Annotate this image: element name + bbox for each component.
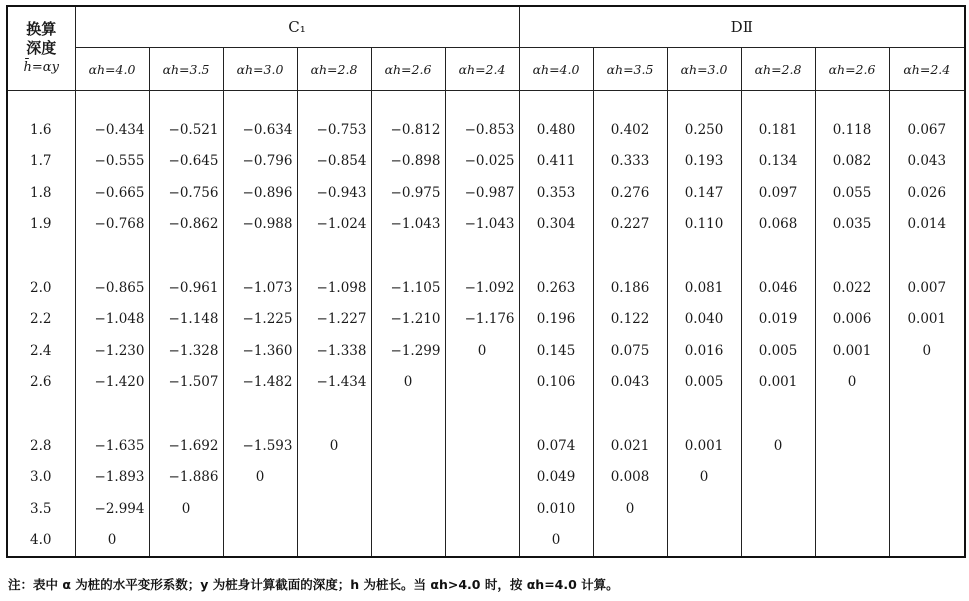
sub-header-c-4: αh=2.6	[371, 48, 445, 91]
d2-value-cell: 0.075	[593, 335, 667, 367]
d2-value-cell	[667, 525, 741, 558]
depth-cell: 2.8	[7, 430, 75, 462]
sub-header-d-1: αh=3.5	[593, 48, 667, 91]
spacer-cell	[519, 91, 593, 115]
sub-header-d-3: αh=2.8	[741, 48, 815, 91]
c1-value-cell	[297, 493, 371, 525]
c1-value-cell	[445, 462, 519, 494]
d2-value-cell: 0.227	[593, 209, 667, 241]
c1-value-cell	[371, 430, 445, 462]
c1-value-cell: −1.048	[75, 304, 149, 336]
d2-value-cell: 0.402	[593, 114, 667, 146]
d2-value-cell: 0.333	[593, 146, 667, 178]
c1-value-cell: 0	[445, 335, 519, 367]
spacer-cell	[445, 91, 519, 115]
spacer-cell	[297, 398, 371, 430]
c1-value-cell: −1.692	[149, 430, 223, 462]
spacer-cell	[519, 398, 593, 430]
depth-cell: 1.7	[7, 146, 75, 178]
depth-header	[7, 6, 75, 91]
spacer-cell	[667, 91, 741, 115]
d2-value-cell: 0.250	[667, 114, 741, 146]
d2-value-cell: 0.196	[519, 304, 593, 336]
depth-cell: 2.4	[7, 335, 75, 367]
depth-cell: 1.8	[7, 177, 75, 209]
d2-value-cell: 0.186	[593, 272, 667, 304]
spacer-cell	[815, 240, 889, 272]
spacer-cell	[297, 240, 371, 272]
c1-value-cell	[445, 525, 519, 558]
c1-value-cell	[371, 493, 445, 525]
d2-value-cell: 0.014	[889, 209, 965, 241]
d2-value-cell: 0.001	[667, 430, 741, 462]
table-row	[7, 493, 965, 525]
d2-value-cell: 0.016	[667, 335, 741, 367]
c1-value-cell: −0.521	[149, 114, 223, 146]
c1-value-cell: −0.854	[297, 146, 371, 178]
d2-value-cell: 0.134	[741, 146, 815, 178]
d2-value-cell: 0	[889, 335, 965, 367]
c1-value-cell: −0.896	[223, 177, 297, 209]
d2-value-cell	[667, 493, 741, 525]
spacer-cell	[75, 91, 149, 115]
sub-header-c-0: αh=4.0	[75, 48, 149, 91]
group-header-d2: DⅡ	[519, 6, 965, 48]
c1-value-cell: 0	[75, 525, 149, 558]
spacer-cell	[371, 398, 445, 430]
table-row	[7, 462, 965, 494]
c1-value-cell	[149, 525, 223, 558]
sub-header-c-5: αh=2.4	[445, 48, 519, 91]
c1-value-cell: −1.210	[371, 304, 445, 336]
d2-value-cell	[889, 367, 965, 399]
spacer-row	[7, 91, 965, 115]
table-row	[7, 114, 965, 146]
d2-value-cell: 0.007	[889, 272, 965, 304]
d2-value-cell: 0.001	[815, 335, 889, 367]
c1-value-cell	[223, 493, 297, 525]
c1-value-cell	[445, 493, 519, 525]
spacer-cell	[7, 398, 75, 430]
d2-value-cell	[889, 430, 965, 462]
c1-value-cell: −1.227	[297, 304, 371, 336]
spacer-cell	[75, 398, 149, 430]
c1-value-cell: −1.299	[371, 335, 445, 367]
c1-value-cell: −1.148	[149, 304, 223, 336]
spacer-cell	[889, 240, 965, 272]
c1-value-cell	[371, 462, 445, 494]
depth-cell: 4.0	[7, 525, 75, 558]
d2-value-cell	[889, 493, 965, 525]
c1-value-cell: 0	[149, 493, 223, 525]
d2-value-cell	[741, 462, 815, 494]
spacer-cell	[593, 240, 667, 272]
d2-value-cell	[889, 462, 965, 494]
d2-value-cell: 0	[519, 525, 593, 558]
table-row	[7, 177, 965, 209]
spacer-cell	[889, 91, 965, 115]
c1-value-cell: −0.756	[149, 177, 223, 209]
c1-value-cell: −0.988	[223, 209, 297, 241]
spacer-cell	[445, 398, 519, 430]
spacer-cell	[445, 240, 519, 272]
d2-value-cell: 0	[667, 462, 741, 494]
spacer-cell	[667, 240, 741, 272]
depth-cell: 2.2	[7, 304, 75, 336]
c1-value-cell: −0.943	[297, 177, 371, 209]
group-header-c1: C₁	[75, 6, 519, 48]
spacer-row	[7, 240, 965, 272]
depth-cell: 3.0	[7, 462, 75, 494]
d2-value-cell: 0	[741, 430, 815, 462]
sub-header-d-2: αh=3.0	[667, 48, 741, 91]
spacer-cell	[593, 91, 667, 115]
c1-value-cell: −0.865	[75, 272, 149, 304]
sub-header-d-0: αh=4.0	[519, 48, 593, 91]
c1-value-cell: 0	[371, 367, 445, 399]
d2-value-cell: 0	[593, 493, 667, 525]
c1-value-cell: −1.098	[297, 272, 371, 304]
d2-value-cell: 0.263	[519, 272, 593, 304]
c1-value-cell	[371, 525, 445, 558]
d2-value-cell: 0.067	[889, 114, 965, 146]
table-row	[7, 525, 965, 558]
d2-value-cell	[815, 525, 889, 558]
table-row	[7, 209, 965, 241]
d2-value-cell	[741, 525, 815, 558]
depth-cell: 1.9	[7, 209, 75, 241]
d2-value-cell: 0.122	[593, 304, 667, 336]
c1-value-cell: −0.812	[371, 114, 445, 146]
d2-value-cell: 0.008	[593, 462, 667, 494]
c1-value-cell: −0.853	[445, 114, 519, 146]
d2-value-cell: 0.005	[741, 335, 815, 367]
d2-value-cell: 0.193	[667, 146, 741, 178]
c1-value-cell: −1.893	[75, 462, 149, 494]
c1-value-cell: −1.635	[75, 430, 149, 462]
c1-value-cell: −0.987	[445, 177, 519, 209]
d2-value-cell: 0.118	[815, 114, 889, 146]
table-note: 注：表中 α 为桩的水平变形系数；y 为桩身计算截面的深度；h 为桩长。当 αh>4.0 时，按 αh=4.0 计算。	[8, 577, 619, 592]
depth-cell: 3.5	[7, 493, 75, 525]
spacer-cell	[223, 240, 297, 272]
spacer-cell	[741, 398, 815, 430]
spacer-cell	[741, 240, 815, 272]
c1-value-cell: −0.665	[75, 177, 149, 209]
sub-header-c-2: αh=3.0	[223, 48, 297, 91]
d2-value-cell: 0.022	[815, 272, 889, 304]
c1-value-cell: −1.230	[75, 335, 149, 367]
d2-value-cell: 0.019	[741, 304, 815, 336]
d2-value-cell	[815, 493, 889, 525]
depth-cell: 2.0	[7, 272, 75, 304]
d2-value-cell	[889, 525, 965, 558]
c1-value-cell: −1.105	[371, 272, 445, 304]
d2-value-cell: 0.353	[519, 177, 593, 209]
c1-value-cell: −1.482	[223, 367, 297, 399]
c1-value-cell: −0.634	[223, 114, 297, 146]
c1-value-cell: −2.994	[75, 493, 149, 525]
d2-value-cell: 0.001	[889, 304, 965, 336]
d2-value-cell: 0.106	[519, 367, 593, 399]
d2-value-cell	[815, 462, 889, 494]
c1-value-cell	[297, 462, 371, 494]
d2-value-cell: 0.046	[741, 272, 815, 304]
c1-value-cell: −0.862	[149, 209, 223, 241]
spacer-cell	[815, 91, 889, 115]
sub-header-c-1: αh=3.5	[149, 48, 223, 91]
spacer-cell	[223, 398, 297, 430]
d2-value-cell: 0.068	[741, 209, 815, 241]
spacer-cell	[741, 91, 815, 115]
c1-value-cell: −1.593	[223, 430, 297, 462]
d2-value-cell: 0.110	[667, 209, 741, 241]
d2-value-cell	[815, 430, 889, 462]
spacer-cell	[593, 398, 667, 430]
c1-value-cell: −1.328	[149, 335, 223, 367]
d2-value-cell: 0.049	[519, 462, 593, 494]
c1-value-cell: −1.886	[149, 462, 223, 494]
depth-header-line2: 深度	[26, 39, 57, 57]
c1-value-cell: −1.225	[223, 304, 297, 336]
table-row	[7, 272, 965, 304]
c1-value-cell: −0.025	[445, 146, 519, 178]
spacer-cell	[667, 398, 741, 430]
depth-header-line1: 换算	[26, 20, 57, 38]
table-row	[7, 146, 965, 178]
c1-value-cell: −0.961	[149, 272, 223, 304]
d2-value-cell: 0.074	[519, 430, 593, 462]
c1-value-cell	[223, 525, 297, 558]
sub-header-d-5: αh=2.4	[889, 48, 965, 91]
spacer-cell	[371, 240, 445, 272]
c1-value-cell: −1.073	[223, 272, 297, 304]
c1-value-cell: −1.176	[445, 304, 519, 336]
c1-value-cell: −1.507	[149, 367, 223, 399]
c1-value-cell: 0	[297, 430, 371, 462]
depth-cell: 1.6	[7, 114, 75, 146]
d2-value-cell: 0.480	[519, 114, 593, 146]
d2-value-cell: 0.081	[667, 272, 741, 304]
spacer-cell	[149, 398, 223, 430]
depth-header-formula: h̄=αy	[23, 60, 59, 75]
spacer-cell	[889, 398, 965, 430]
d2-value-cell: 0.010	[519, 493, 593, 525]
table-row	[7, 335, 965, 367]
d2-value-cell: 0	[815, 367, 889, 399]
d2-value-cell: 0.147	[667, 177, 741, 209]
table-row	[7, 430, 965, 462]
c1-value-cell: −0.645	[149, 146, 223, 178]
c1-value-cell	[297, 525, 371, 558]
d2-value-cell: 0.001	[741, 367, 815, 399]
c1-value-cell: −0.975	[371, 177, 445, 209]
d2-value-cell: 0.055	[815, 177, 889, 209]
d2-value-cell: 0.005	[667, 367, 741, 399]
table-row	[7, 367, 965, 399]
c1-value-cell	[445, 367, 519, 399]
d2-value-cell: 0.043	[889, 146, 965, 178]
spacer-row	[7, 398, 965, 430]
c1-value-cell: −1.360	[223, 335, 297, 367]
spacer-cell	[75, 240, 149, 272]
sub-header-c-3: αh=2.8	[297, 48, 371, 91]
d2-value-cell	[741, 493, 815, 525]
spacer-cell	[815, 398, 889, 430]
d2-value-cell: 0.304	[519, 209, 593, 241]
c1-value-cell: −1.092	[445, 272, 519, 304]
d2-value-cell: 0.021	[593, 430, 667, 462]
c1-value-cell	[445, 430, 519, 462]
d2-value-cell: 0.097	[741, 177, 815, 209]
spacer-cell	[149, 91, 223, 115]
sub-header-d-4: αh=2.6	[815, 48, 889, 91]
c1-value-cell: −1.420	[75, 367, 149, 399]
c1-value-cell: −0.434	[75, 114, 149, 146]
table-row	[7, 304, 965, 336]
spacer-cell	[223, 91, 297, 115]
spacer-cell	[149, 240, 223, 272]
d2-value-cell: 0.043	[593, 367, 667, 399]
c1-value-cell: −0.796	[223, 146, 297, 178]
c1-value-cell: −0.753	[297, 114, 371, 146]
spacer-cell	[297, 91, 371, 115]
c1-value-cell: −1.043	[445, 209, 519, 241]
d2-value-cell: 0.035	[815, 209, 889, 241]
d2-value-cell: 0.026	[889, 177, 965, 209]
depth-cell: 2.6	[7, 367, 75, 399]
c1-value-cell: −1.434	[297, 367, 371, 399]
d2-value-cell: 0.082	[815, 146, 889, 178]
c1-value-cell: −0.898	[371, 146, 445, 178]
d2-value-cell: 0.411	[519, 146, 593, 178]
spacer-cell	[7, 91, 75, 115]
c1-value-cell: −1.338	[297, 335, 371, 367]
spacer-cell	[7, 240, 75, 272]
spacer-cell	[371, 91, 445, 115]
d2-value-cell: 0.276	[593, 177, 667, 209]
spacer-cell	[519, 240, 593, 272]
c1-value-cell: −1.043	[371, 209, 445, 241]
d2-value-cell: 0.145	[519, 335, 593, 367]
c1-value-cell: 0	[223, 462, 297, 494]
c1-value-cell: −0.768	[75, 209, 149, 241]
coefficient-table	[6, 5, 966, 558]
d2-value-cell: 0.181	[741, 114, 815, 146]
c1-value-cell: −0.555	[75, 146, 149, 178]
d2-value-cell	[593, 525, 667, 558]
d2-value-cell: 0.006	[815, 304, 889, 336]
d2-value-cell: 0.040	[667, 304, 741, 336]
c1-value-cell: −1.024	[297, 209, 371, 241]
